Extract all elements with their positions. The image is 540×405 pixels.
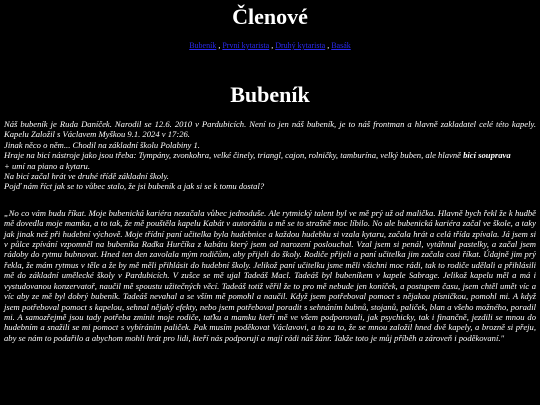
page-title: Členové bbox=[232, 4, 308, 29]
bio-highlight: bicí souprava bbox=[463, 150, 511, 161]
bio-line: + umí na piano a kytaru. bbox=[4, 160, 91, 171]
bio-line: Jinak něco o něm... Chodil na základní školu Polabiny 1. bbox=[4, 139, 200, 150]
nav-separator: , bbox=[327, 41, 330, 50]
bio-line: Pojď nám říct jak se to vůbec stalo, že jsi bubeník a jak si se k tomu dostal? bbox=[4, 181, 265, 192]
nav-link-prvni-kytarista[interactable]: První kytarista bbox=[222, 41, 270, 50]
nav-link-druhy-kytarista[interactable]: Druhý kytarista bbox=[275, 41, 326, 50]
nav-link-bubenik[interactable]: Bubeník bbox=[189, 41, 217, 50]
member-nav bbox=[0, 41, 540, 51]
nav-link-basak[interactable]: Basák bbox=[331, 41, 351, 50]
bio-line: Náš bubeník je Ruda Daníček. Narodil se 12.6. 2010 v Pardubicích. Není to jen náš bubeník, je to náš frontman a hlavně zakladatel celé této kapely. Kapelu Založil s Václavem Myškou 9.1. 2024 v 17:26. bbox=[4, 119, 536, 140]
member-quote: „No co vám budu říkat. Moje bubenická kariéra nezačala vůbec jednoduše. Ale rytmický talent byl ve mě prý už od malička. Hlavně bych řekl že k hudbě mě dovedla moje mamka, a to tak, že mě pouštěla kapelu Kabát v autorádiu a mě se to strašně moc líbilo. No ale bubenická kariéra začal ve škole, a taky jak jinak než při hudební výchově. Moje třídní paní učitelka byla hudebnice a každou hudebku si vzala kytaru, začala hrát a celá třída zpívala. Já jsem si v půlce zpívání vzpomněl na bubeníka Radka Hurčíka z kabátu který jsem od narození poslouchal. Vzal jsem si penál, vytáhnul pastelky, a začal jsem rádoby do rytmu bubnovat. Hned ten den zavolala mým rodičům, aby přijeli do školy. Rodiče přijeli a paní učitelka jim začala cosi říkat. Údajně jim prý řekla, že mám rytmus v těle a že by mě měli přihlásit do hudební školy. Jelikož paní učitelku jsme měli všichni moc rádi, tak to rodiče udělali a přihlásili mě do základní umělecké školy v Pardubicích. V zušce se mě ujal Tadeáš Macl. Tadeáš byl bubeníkem v kapele Sabrage. Jelikož kapelu měl a má i vystudovanou konzervatoř, naučil mě spoustu užitečných věcí. Tadeáš totiž věřil že to pro mě nebude jen koníček, a postupem času, jsem chtěl umět víc a víc aby ze mě byl dobrý bubeník. Tadeáš nevahal a se vším mě pomohl a naučil. Když jsem potřeboval pomoct s nějakou písničkou, pomohl mi. A když jsem potřeboval pomoct s kapelou, sehnal nějaký efekty, nebo jsem potřeboval poradit s sehnáním bubnů, stojanů, paliček, blan a všeho možného, poradil mi. A samozřejmě jsou tady potřeba zmínit moje rodiče, taťku a mamku kteří mě ve všem podporovali, jak psychicky, tak i finančně, jezdili se mnou do hudebním a snažili se mi pomoct s vybíráním paliček. Pak musím poděkovat Václavovi, a to za to, že se mnou založil hned dvě kapely, a brozně si přeju, aby se nám to podařilo a abychom mohli hrát pro lidi, kteří nás podporují a mají rádi náš žánr. Takže toto je můj příběh a zároveň i poděkovaní." bbox=[4, 207, 536, 343]
nav-separator: , bbox=[218, 41, 221, 50]
member-bio bbox=[4, 119, 536, 192]
bio-line: Na bicí začal hrát ve druhé třídě základní školy. bbox=[4, 171, 169, 182]
bio-line-text: Hraje na bicí nástroje jako jsou třeba: Tympány, zvonkohra, velké činely, triangl, cajon, rolničky, tamburína, velký buben, ale hlavně bbox=[4, 150, 464, 161]
member-heading: Bubeník bbox=[230, 82, 310, 107]
bio-line bbox=[4, 150, 536, 160]
nav-separator: , bbox=[271, 41, 274, 50]
